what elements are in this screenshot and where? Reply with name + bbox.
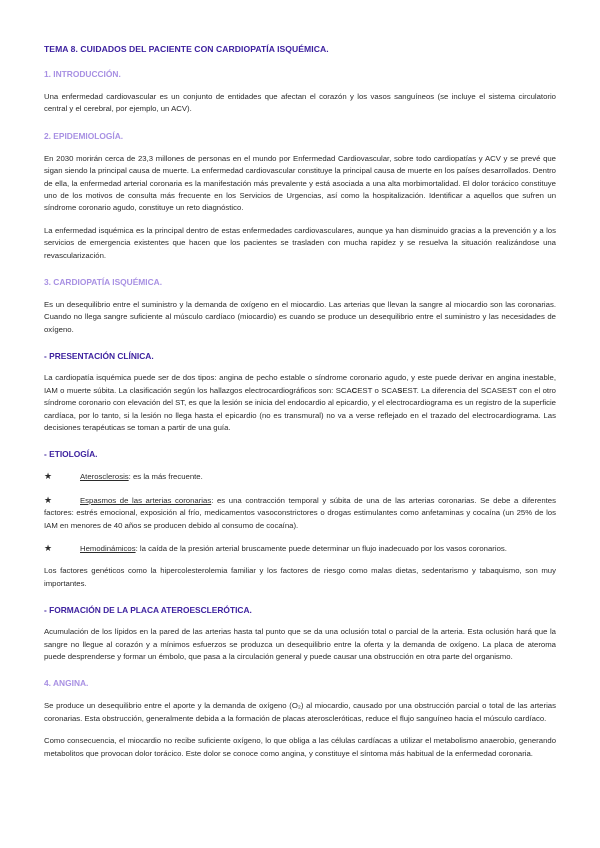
heading-introduccion: 1. INTRODUCCIÓN. [44, 69, 121, 79]
paragraph-angina-1: Se produce un desequilibrio entre el aporte y la demanda de oxígeno (O₂) al miocardio, causado por una obstrucción parcial o total de las arterias coronarias. Esta obstrucción, generalmente debida a la formación de placas ateroscleróticas, reduce el flujo sanguíneo hacia el músculo cardíaco. [44, 701, 556, 723]
presentacion-bold-c: C [351, 385, 358, 395]
etiologia-item-espasmos [44, 494, 556, 532]
etiologia-text: : es la más frecuente. [128, 472, 203, 482]
etiologia-term: Hemodinámicos [80, 543, 136, 553]
star-bullet-icon: ★ [44, 471, 53, 482]
etiologia-text: : es una contracción temporal y súbita de una de las arterias coronarias. Se debe a diferentes factores: estrés emocional, exposición al frío, medicamentos vasoconstrictores o drogas estimulantes como anfetaminas y cocaína (un 25% de los IAM en menores de 40 años se producen debido al consumo de cocaína). [44, 495, 556, 530]
heading-formacion-placa: - FORMACIÓN DE LA PLACA ATEROESCLERÓTICA. [44, 605, 252, 616]
etiologia-term: Aterosclerosis [80, 472, 129, 482]
paragraph-etiologia-factores: Los factores genéticos como la hipercolesterolemia familiar y los factores de riesgo como malas dietas, sedentarismo y tabaquismo, son muy importantes. [44, 566, 556, 588]
presentacion-text-a: La cardiopatía isquémica puede ser de dos tipos: angina de pecho estable o síndrome coronario agudo, y este puede derivar en angina inestable, IAM o muerte súbita. La clasificación según los hallazgos electrocardiográficos son: SCA [44, 373, 556, 395]
paragraph-placa: Acumulación de los lípidos en la pared de las arterias hasta tal punto que se da una oclusión total o parcial de la arteria. Esta oclusión hará que la sangre no llegue al corazón y a mínimos esfuerzos se produzca un desequilibrio entre la oferta y la demanda de oxígeno. La placa de ateroma puede desprenderse y formar un émbolo, que pasa a la circulación general y puede causar una obstrucción en otra parte del organismo. [44, 627, 556, 661]
etiologia-text: : la caída de la presión arterial bruscamente puede determinar un flujo inadecuado por los vasos coronarios. [135, 543, 507, 553]
heading-presentacion-clinica: - PRESENTACIÓN CLÍNICA. [44, 351, 154, 362]
presentacion-text-d: EST. La diferencia del SCASEST con el otro síndrome coronario con elevación del ST, es que la lesión se inicia del endocardio al epicardio, y el electrocardiograma es un registro de la superficie cardíaca, por lo tanto, si la lesión no llega hasta el epicardio (no es transmural) no va a verse reflejado en el trazado del electrocardiograma. Las decisiones terapéuticas se toman a partir de una guía. [44, 385, 556, 432]
paragraph-epidemiologia-1: En 2030 morirán cerca de 23,3 millones de personas en el mundo por Enfermedad Cardiovascular, sobre todo cardiopatías y ACV y se prevé que sigan siendo la principal causa de muerte. La enfermedad cardiovascular constituye la principal causa de muerte en los países desarrollados. Dentro de ella, la enfermedad arterial coronaria es la manifestación más prevalente y está asociada a una alta morbimortalidad. El dolor torácico constituye uno de los motivos de consulta más frecuente en los Servicios de Urgencias, así como la hospitalización. Identificar a aquellos que sufren un síndrome coronario agudo, constituye un reto diagnóstico. [44, 153, 556, 213]
paragraph-epidemiologia-2: La enfermedad isquémica es la principal dentro de estas enfermedades cardiovasculares, aunque ya han disminuido gracias a la prevención y a los servicios de emergencia existentes que hacen que los pacientes se trasladen con mucha rapidez y se resuelva la situación realizándose una revascularización. [44, 225, 556, 260]
paragraph-introduccion: Una enfermedad cardiovascular es un conjunto de entidades que afectan el corazón y los vasos sanguíneos (se incluye el sistema circulatorio central y el cerebral, por ejemplo, un ACV). [44, 92, 556, 114]
paragraph-angina-2: Como consecuencia, el miocardio no recibe suficiente oxígeno, lo que obliga a las células cardíacas a utilizar el metabolismo anaerobio, generando metabolitos que provocan dolor torácico. Este dolor se conoce como angina, y constituye el síntoma más habitual de la enfermedad coronaria. [44, 736, 556, 758]
paragraph-cardiopatia: Es un desequilibrio entre el suministro y la demanda de oxígeno en el miocardio. Las arterias que llevan la sangre al miocardio son las coronarias. Cuando no llega sangre suficiente al músculo cardíaco (miocardio) es cuando se produce un desequilibrio entre el suministro y las necesidades de oxígeno. [44, 300, 556, 334]
heading-etiologia: - ETIOLOGÍA. [44, 449, 98, 460]
heading-angina: 4. ANGINA. [44, 678, 89, 689]
presentacion-text-c: EST o SCA [357, 385, 398, 395]
etiologia-term: Espasmos de las arterias coronarias [80, 495, 212, 505]
paragraph-presentacion [44, 372, 556, 434]
etiologia-item-hemodinamicos [44, 542, 556, 555]
document-title: TEMA 8. CUIDADOS DEL PACIENTE CON CARDIOPATÍA ISQUÉMICA. [44, 44, 329, 54]
etiologia-item-aterosclerosis [44, 470, 556, 483]
presentacion-bold-s: S [397, 385, 403, 395]
star-bullet-icon: ★ [44, 542, 53, 553]
heading-epidemiologia: 2. EPIDEMIOLOGÍA. [44, 130, 124, 141]
star-bullet-icon: ★ [44, 494, 53, 505]
heading-cardiopatia-isquemica: 3. CARDIOPATÍA ISQUÉMICA. [44, 277, 163, 288]
